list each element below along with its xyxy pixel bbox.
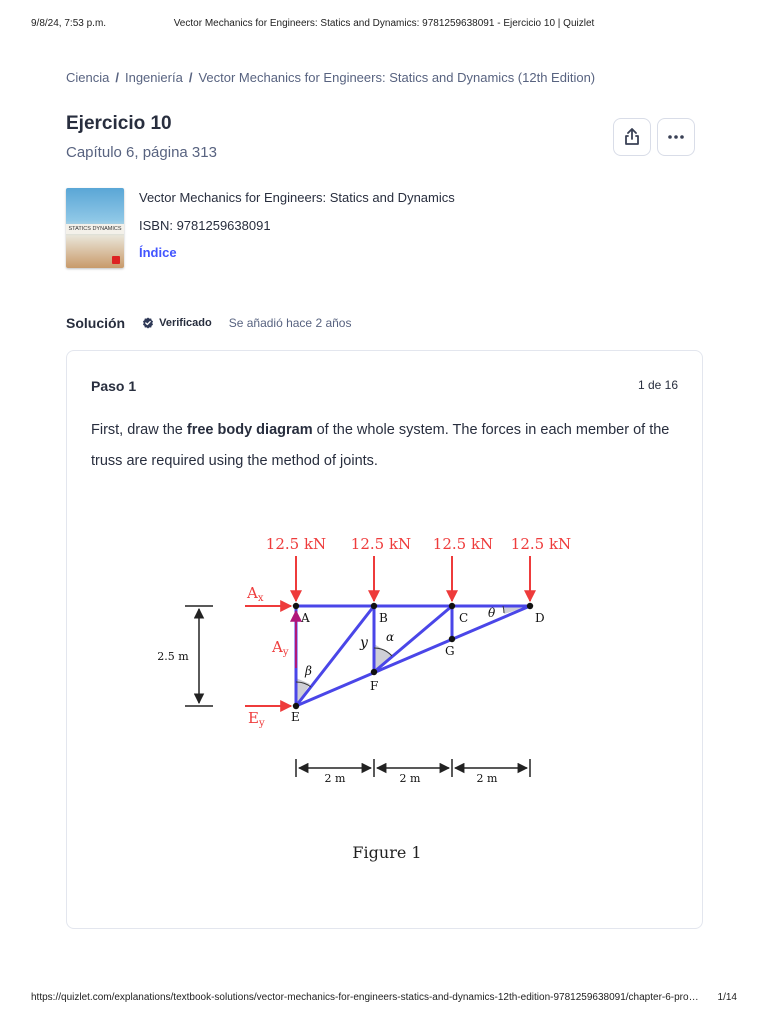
height-dimension-label: 2.5 m <box>157 650 189 663</box>
print-page-title: Vector Mechanics for Engineers: Statics and Dynamics: 9781259638091 - Ejercicio 10 | Quizlet <box>173 18 595 29</box>
label-d: D <box>535 611 545 625</box>
print-page-number: 1/14 <box>717 992 737 1003</box>
label-c: C <box>459 611 469 625</box>
reaction-ey-label: $E_y$ <box>248 709 265 729</box>
member-ed <box>296 606 530 706</box>
span-label-2: 2 m <box>399 772 421 785</box>
applied-load-arrows <box>296 556 530 601</box>
page-title: Ejercicio 10 <box>66 113 172 134</box>
load-label-c: 12.5 kN <box>432 535 494 553</box>
chapter-page-subtitle: Capítulo 6, página 313 <box>66 144 217 161</box>
breadcrumb-textbook[interactable]: Vector Mechanics for Engineers: Statics and Dynamics (12th Edition) <box>198 70 596 85</box>
print-footer <box>0 992 768 1008</box>
load-label-a: 12.5 kN <box>265 535 327 553</box>
added-date: Se añadió hace 2 años <box>228 316 352 330</box>
verified-label: Verificado <box>159 317 212 329</box>
beta-label: β <box>305 664 312 678</box>
solution-label: Solución <box>66 315 126 331</box>
joint-a <box>293 603 299 609</box>
reaction-ay-label: $A_y$ <box>272 638 289 658</box>
breadcrumb-ingenieria[interactable]: Ingeniería <box>124 70 183 85</box>
reaction-ax-label: $A_x$ <box>247 584 264 604</box>
joint-d <box>527 603 533 609</box>
index-link[interactable]: Índice <box>139 245 177 260</box>
span-label-1: 2 m <box>324 772 346 785</box>
label-f: F <box>370 679 379 693</box>
print-datetime: 9/8/24, 7:53 p.m. <box>31 18 107 29</box>
step-text-before: First, draw the <box>91 422 187 438</box>
load-labels <box>266 535 571 553</box>
step-counter: 1 de 16 <box>637 378 678 392</box>
joint-c <box>449 603 455 609</box>
joint-b <box>371 603 377 609</box>
load-label-d: 12.5 kN <box>510 535 572 553</box>
breadcrumb-separator: / <box>115 70 119 85</box>
span-dimension-labels <box>325 772 498 785</box>
theta-label: θ <box>488 606 496 620</box>
label-b: B <box>379 611 388 625</box>
step-text-bold: free body diagram <box>186 422 313 438</box>
label-g: G <box>445 644 455 658</box>
book-isbn: ISBN: 9781259638091 <box>139 218 271 233</box>
height-dimension <box>185 606 213 706</box>
y-label: y <box>360 635 368 651</box>
book-title[interactable]: Vector Mechanics for Engineers: Statics and Dynamics <box>139 190 455 205</box>
print-url: https://quizlet.com/explanations/textbook-solutions/vector-mechanics-for-engineers-statics-and-dynamics-12th-edition-9781259638091/chapter-6-pro… <box>31 992 699 1003</box>
label-a: A <box>301 611 310 625</box>
joint-labels <box>291 611 545 724</box>
breadcrumb-ciencia[interactable]: Ciencia <box>66 70 110 85</box>
step-title: Paso 1 <box>91 378 137 394</box>
alpha-label: α <box>386 630 395 644</box>
label-e: E <box>291 710 300 724</box>
breadcrumb-separator: / <box>188 70 193 85</box>
span-label-3: 2 m <box>476 772 498 785</box>
joint-e <box>293 703 299 709</box>
truss-members <box>296 606 530 706</box>
step-text-after: of the whole system. The forces in each member of the truss are required using the method of joints. <box>91 422 670 469</box>
joint-g <box>449 636 455 642</box>
joint-f <box>371 669 377 675</box>
figure-caption: Figure 1 <box>352 843 422 862</box>
cover-text: STATICS DYNAMICS <box>68 226 122 232</box>
load-label-b: 12.5 kN <box>350 535 412 553</box>
